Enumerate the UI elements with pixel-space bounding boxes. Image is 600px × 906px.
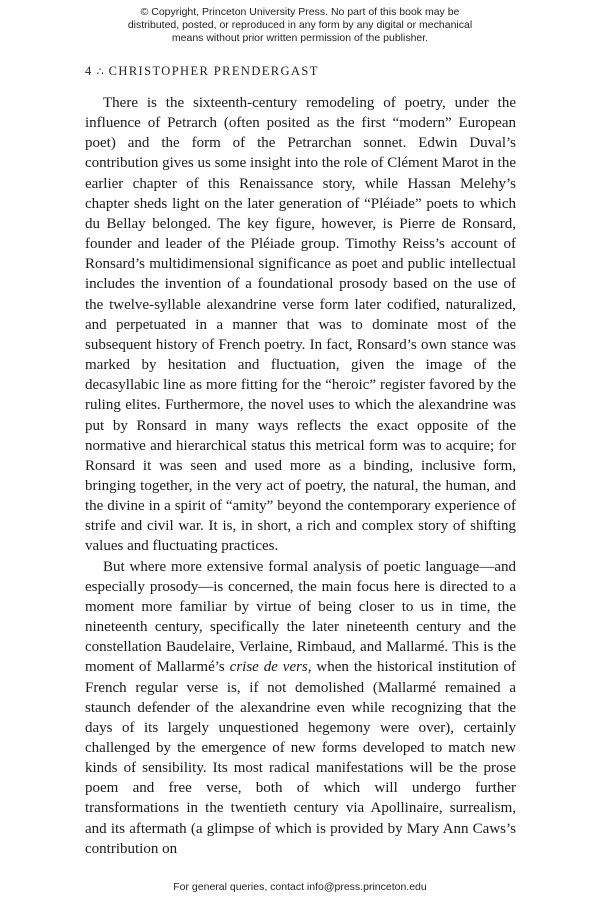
copyright-notice: [0, 6, 600, 45]
running-head-author: CHRISTOPHER PRENDERGAST: [108, 64, 319, 78]
italic-title: crise de vers: [229, 659, 308, 676]
footer-contact: For general queries, contact info@press.princeton.edu: [173, 881, 427, 893]
page-number: 4: [85, 64, 93, 78]
paragraph: [85, 557, 516, 859]
body-text: [85, 93, 516, 859]
running-head-separator: ∴: [96, 66, 104, 78]
paragraph-text: But where more extensive formal analysis of poetic language—and especially prosody—is concerned, the main focus here is directed to a moment more familiar by virtue of being closer to us in time, the nineteenth century, specifically the later nineteenth century and the constellation Baudelaire, Verlaine, Rimbaud, and Mallarmé. This is the moment of Mallarmé’s: [85, 558, 516, 676]
paragraph: There is the sixteenth-century remodeling of poetry, under the influence of Petrarch (often posited as the first “modern” European poet) and the form of the Petrarchan sonnet. Edwin Duval’s contribution gives us some insight into the role of Clément Marot in the earlier chapter of this Renaissance story, while Hassan Melehy’s chapter sheds light on the later generation of “Pléiade” poets to which du Bellay belonged. The key figure, however, is Pierre de Ronsard, founder and leader of the Pléiade group. Timothy Reiss’s account of Ronsard’s multidimensional significance as poet and public intellectual includes the invention of a foundational prosody based on the use of the twelve-syllable alexandrine verse form later codified, naturalized, and perpetuated in a manner that was to dominate most of the subsequent history of French poetry. In fact, Ronsard’s own stance was marked by hesitation and fluctuation, given the image of the decasyllabic line as more fitting for the “heroic” register favored by the ruling elites. Furthermore, the novel uses to which the alexandrine was put by Ronsard in many ways reflects the exact opposite of the normative and hierarchical status this metrical form was to acquire; for Ronsard it was seen and used more as a binding, inclusive form, bringing together, in the very act of poetry, the natural, the human, and the divine in a spirit of “amity” beyond the contemporary experience of strife and civil war. It is, in short, a rich and complex story of shifting values and fluctuating practices.: [85, 95, 516, 555]
copyright-line: distributed, posted, or reproduced in any form by any digital or mechanical: [127, 19, 473, 31]
copyright-line: means without prior written permission of the publisher.: [171, 32, 429, 44]
running-head: [85, 64, 319, 79]
paragraph-text: , when the historical institution of French regular verse is, if not demolished (Mallarmé remained a staunch defender of the alexandrine even while recognizing that the days of its largely unquestioned hegemony were over), certainly challenged by the emergence of new forms developed to match new kinds of sensibility. Its most radical manifestations will be the prose poem and free verse, both of which will undergo further transformations in the twentieth century via Apollinaire, surrealism, and its aftermath (a glimpse of which is provided by Mary Ann Caws’s contribution on: [85, 659, 516, 857]
copyright-line: © Copyright, Princeton University Press. No part of this book may be: [140, 6, 460, 18]
